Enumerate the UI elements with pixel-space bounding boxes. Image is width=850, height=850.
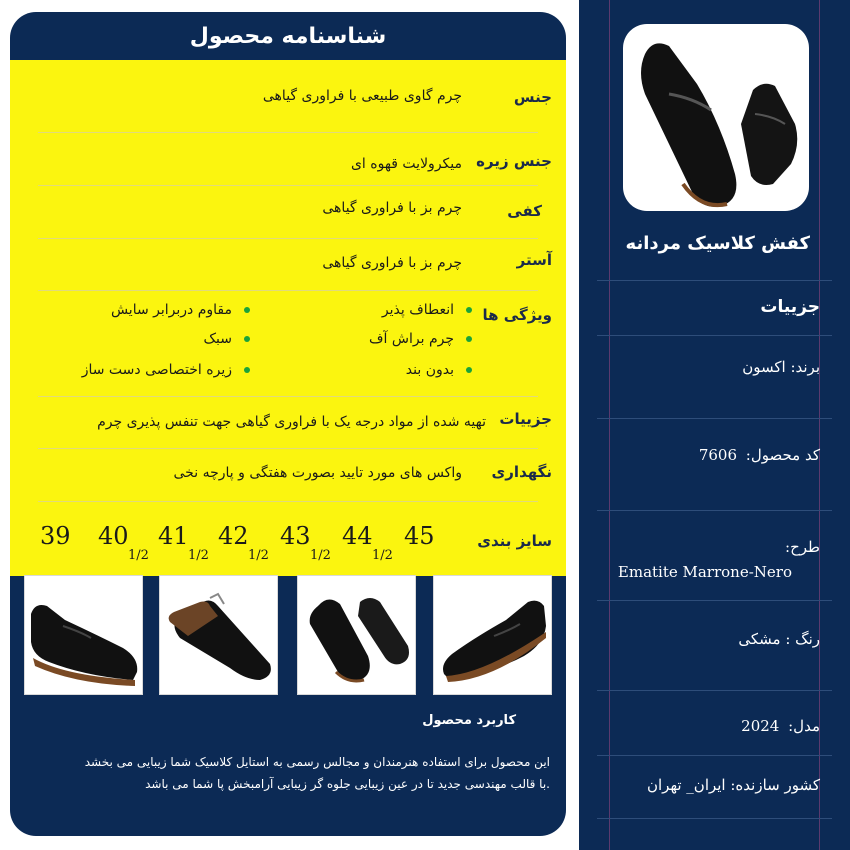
- spec-value-insole: چرم بز با فراوری گیاهی: [322, 200, 462, 216]
- separator: [597, 818, 832, 819]
- country-field: کشور سازنده: ایران_ تهران: [646, 776, 820, 794]
- size-43: 43: [280, 522, 311, 550]
- divider: [609, 0, 610, 850]
- design-label: طرح:: [785, 538, 820, 556]
- feature-item: مقاوم دربرابر سایش: [111, 302, 250, 318]
- model-field: [741, 717, 820, 735]
- feature-item: زیره اختصاصی دست ساز: [82, 362, 250, 378]
- bullet-icon: [466, 367, 472, 373]
- feature-item: چرم براش آف: [369, 331, 472, 347]
- model-value: 2024: [741, 717, 780, 735]
- separator: [597, 280, 832, 281]
- feature-item: انعطاف پذیر: [382, 302, 472, 318]
- separator: [597, 755, 832, 756]
- bullet-icon: [244, 367, 250, 373]
- separator: [597, 690, 832, 691]
- color-field: رنگ : مشکی: [738, 630, 820, 648]
- separator: [597, 335, 832, 336]
- shoe-image: [434, 576, 552, 695]
- spec-label-sole: جنس زیره: [476, 152, 552, 170]
- separator: [38, 396, 538, 397]
- product-sidebar: [579, 0, 850, 850]
- shoe-image: [298, 576, 416, 695]
- sizes-label: سایز بندی: [477, 532, 552, 550]
- usage-text-line-1: این محصول برای استفاده هنرمندان و مجالس رسمی به استایل کلاسیک شما زیبایی می بخشد: [84, 755, 550, 769]
- half-size-mark: 1/2: [188, 548, 209, 563]
- separator: [597, 600, 832, 601]
- size-45: 45: [404, 522, 435, 550]
- thumbnail-side-view[interactable]: [24, 575, 143, 695]
- half-size-mark: 1/2: [310, 548, 331, 563]
- half-size-mark: 1/2: [372, 548, 393, 563]
- product-spec-card: [10, 12, 566, 836]
- spec-value-sole: میکرولایت قهوه ای: [350, 156, 462, 172]
- thumbnail-angle-view[interactable]: [433, 575, 552, 695]
- size-39: 39: [40, 522, 71, 550]
- care-label: نگهداری: [491, 463, 552, 481]
- code-label: کد محصول:: [745, 446, 820, 464]
- shoe-image: [25, 576, 143, 695]
- code-value: 7606: [698, 446, 737, 464]
- spec-value-material: چرم گاوی طبیعی با فراوری گیاهی: [262, 88, 462, 104]
- usage-title: کاربرد محصول: [422, 713, 516, 728]
- card-title: شناسنامه محصول: [189, 23, 387, 49]
- thumbnail-front-view[interactable]: [297, 575, 416, 695]
- shoe-image: [160, 576, 278, 695]
- feature-item: بدون بند: [406, 362, 472, 378]
- size-42: 42: [218, 522, 249, 550]
- size-40: 40: [98, 522, 129, 550]
- separator: [38, 448, 538, 449]
- care-value: واکس های مورد تایید بصورت هفتگی و پارچه نخی: [173, 465, 462, 481]
- separator: [38, 238, 538, 239]
- bullet-icon: [244, 307, 250, 313]
- shoe-image: [623, 24, 809, 211]
- separator: [597, 510, 832, 511]
- separator: [38, 290, 538, 291]
- half-size-mark: 1/2: [248, 548, 269, 563]
- separator: [597, 418, 832, 419]
- product-title: کفش کلاسیک مردانه: [625, 233, 810, 254]
- code-field: [699, 446, 820, 464]
- spec-label-material: جنس: [513, 88, 552, 106]
- design-value: Ematite Marrone-Nero: [617, 563, 792, 581]
- spec-panel: [10, 60, 566, 576]
- separator: [38, 132, 538, 133]
- thumbnail-sole-view[interactable]: [159, 575, 278, 695]
- model-label: مدل:: [788, 717, 820, 735]
- features-label: ویژگی ها: [482, 306, 552, 324]
- size-41: 41: [158, 522, 189, 550]
- spec-label-insole: کفی: [507, 202, 542, 220]
- size-44: 44: [342, 522, 373, 550]
- usage-text-line-2: .با قالب مهندسی جدید تا در عین زیبایی جلوه گر زیبایی آرامبخش پا شما می باشد: [145, 777, 550, 791]
- brand-field: برند: اکسون: [742, 358, 820, 376]
- separator: [38, 185, 538, 186]
- product-hero-image[interactable]: [623, 24, 809, 211]
- details-heading: جزییات: [760, 297, 820, 317]
- details-label: جزییات: [499, 410, 552, 428]
- spec-label-lining: آستر: [516, 251, 552, 269]
- separator: [38, 501, 538, 502]
- bullet-icon: [244, 336, 250, 342]
- bullet-icon: [466, 336, 472, 342]
- half-size-mark: 1/2: [128, 548, 149, 563]
- spec-value-lining: چرم بز با فراوری گیاهی: [322, 255, 462, 271]
- feature-item: سبک: [204, 331, 251, 347]
- details-value: تهیه شده از مواد درجه یک با فراوری گیاهی جهت تنفس پذیری چرم: [97, 414, 486, 430]
- bullet-icon: [466, 307, 472, 313]
